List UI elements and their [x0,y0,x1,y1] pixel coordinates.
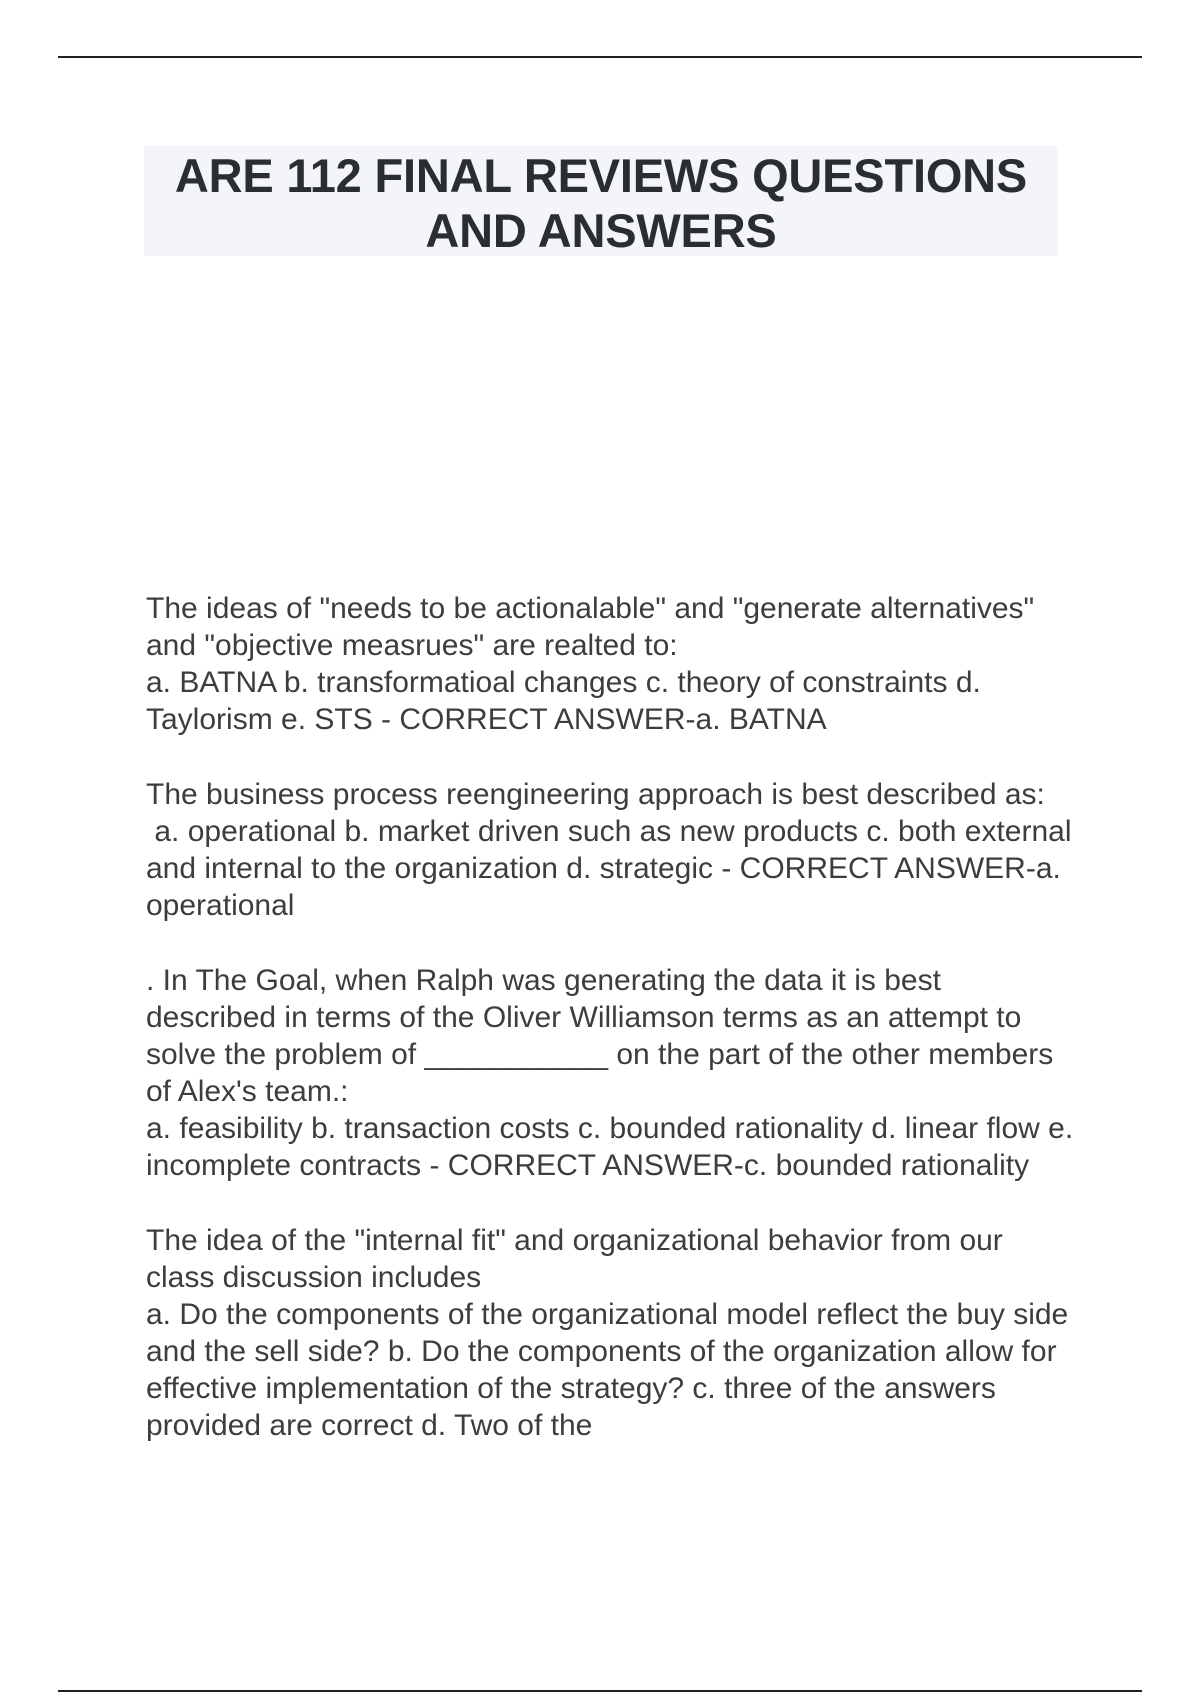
top-divider [58,56,1142,58]
title-banner [144,146,1058,256]
bottom-divider [58,1690,1142,1692]
answer-options: a. operational b. market driven such as new products c. both external and internal to the organization d. strategic - CORRECT ANSWER-a. operational [146,815,1080,922]
qa-content [146,590,1082,1482]
qa-item-3 [146,962,1082,1184]
question-text: The idea of the "internal fit" and organizational behavior from our class discussion includes [146,1224,1012,1294]
qa-item-1 [146,590,1076,738]
answer-options: a. feasibility b. transaction costs c. bounded rationality d. linear flow e. incomplete contracts - CORRECT ANSWER-c. bounded rationality [146,1112,1082,1182]
answer-options: a. Do the components of the organizational model reflect the buy side and the sell side? b. Do the components of the organization allow for effective implementation of the strategy? c. three of the answers provided are correct d. Two of the [146,1298,1077,1442]
answer-options: a. BATNA b. transformatioal changes c. theory of constraints d. Taylorism e. STS - CORRECT ANSWER-a. BATNA [146,666,989,736]
question-text: . In The Goal, when Ralph was generating the data it is best described in terms of the Oliver Williamson terms as an attempt to solve the problem of ___________ on the part of the other members of Alex's team.: [146,964,1062,1108]
title-line-1: ARE 112 FINAL REVIEWS QUESTIONS [174,149,1028,202]
qa-item-2 [146,776,1080,924]
question-text: The ideas of "needs to be actionalable" and "generate alternatives" and "objective measrues" are realted to: [146,592,1043,662]
document-title [144,148,1058,258]
question-text: The business process reengineering approach is best described as: [146,778,1045,811]
title-line-2: AND ANSWERS [425,204,777,257]
qa-item-4 [146,1222,1076,1444]
